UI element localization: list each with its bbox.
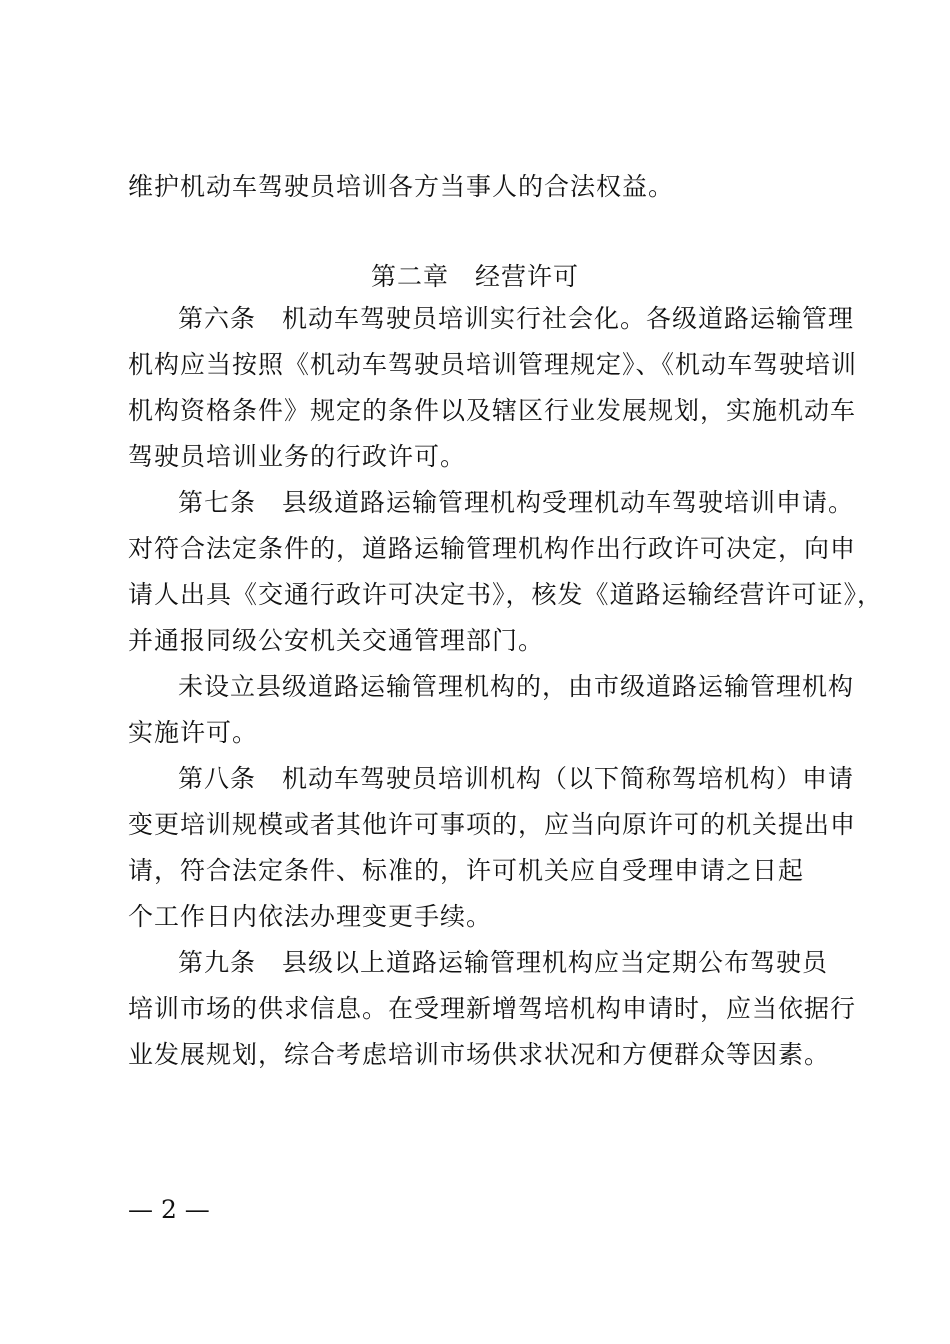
text-line: 机构资格条件》规定的条件以及辖区行业发展规划，实施机动车	[128, 396, 857, 425]
text-line: 培训市场的供求信息。在受理新增驾培机构申请时，应当依据行	[128, 994, 857, 1023]
text-line: 第七条 县级道路运输管理机构受理机动车驾驶培训申请。	[178, 488, 855, 517]
text-line: 第九条 县级以上道路运输管理机构应当定期公布驾驶员	[178, 948, 829, 977]
text-line: 对符合法定条件的，道路运输管理机构作出行政许可决定，向申	[128, 534, 857, 563]
text-line: 请，符合法定条件、标准的，许可机关应自受理申请之日起	[128, 856, 805, 885]
text-line: 业发展规划，综合考虑培训市场供求状况和方便群众等因素。	[128, 1040, 831, 1069]
text-line: 并通报同级公安机关交通管理部门。	[128, 626, 545, 655]
chapter-title: 第二章 经营许可	[370, 262, 579, 291]
text-line: 第八条 机动车驾驶员培训机构（以下简称驾培机构）申请	[178, 764, 855, 793]
text-line: 个工作日内依法办理变更手续。	[128, 902, 493, 931]
text-line: 维护机动车驾驶员培训各方当事人的合法权益。	[128, 172, 675, 201]
page-number: — 2 —	[128, 1195, 210, 1224]
text-line: 变更培训规模或者其他许可事项的，应当向原许可的机关提出申	[128, 810, 857, 839]
text-line: 未设立县级道路运输管理机构的，由市级道路运输管理机构	[178, 672, 855, 701]
text-line: 机构应当按照《机动车驾驶员培训管理规定》、《机动车驾驶培训	[128, 350, 858, 379]
text-line: 实施许可。	[128, 718, 259, 747]
text-line: 请人出具《交通行政许可决定书》，核发《道路运输经营许可证》，	[128, 580, 884, 609]
text-line: 驾驶员培训业务的行政许可。	[128, 442, 467, 471]
text-line: 第六条 机动车驾驶员培训实行社会化。各级道路运输管理	[178, 304, 855, 333]
